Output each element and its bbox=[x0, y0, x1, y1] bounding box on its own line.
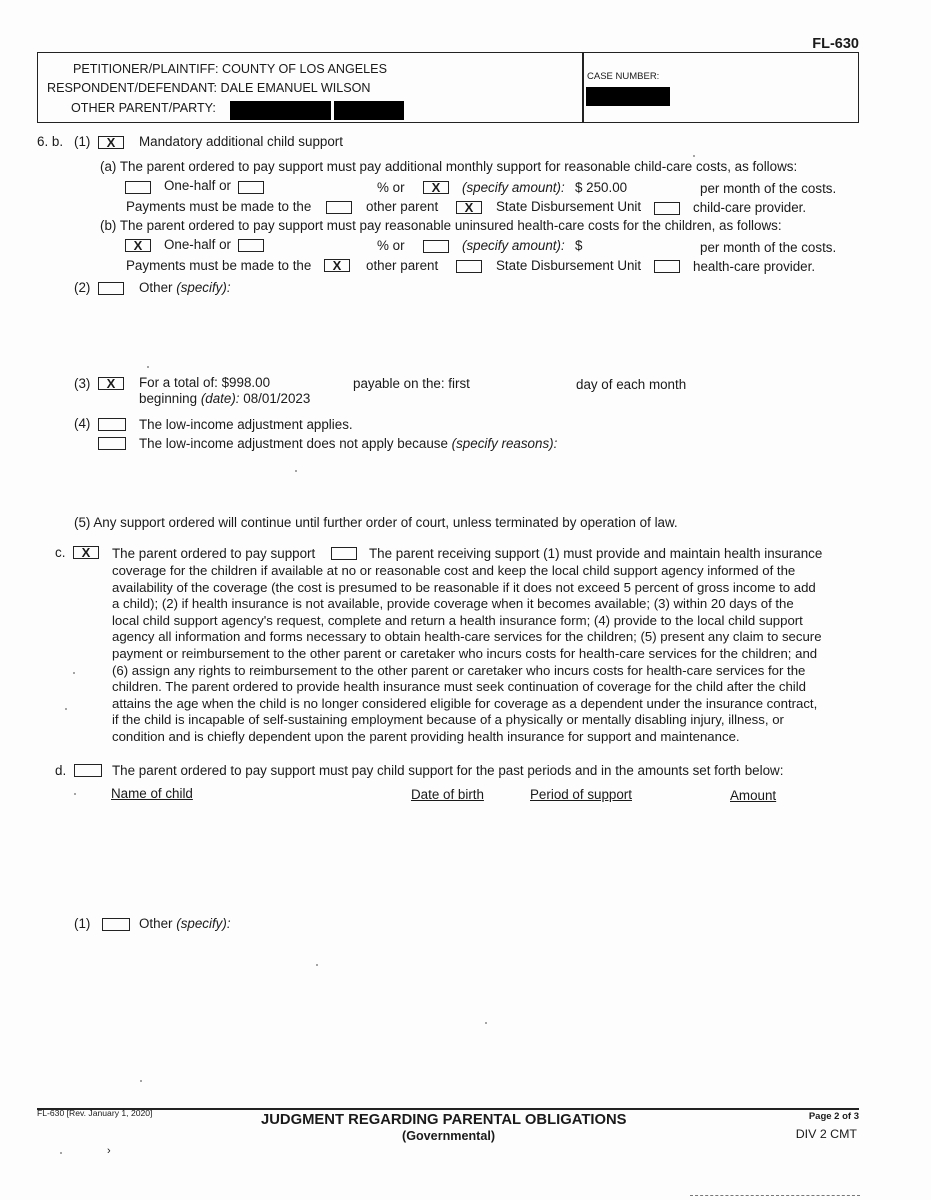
scan-edge-line bbox=[690, 1195, 860, 1196]
scan-speck bbox=[74, 793, 76, 795]
section-6d-lead: d. bbox=[55, 763, 67, 778]
past-periods-checkbox[interactable] bbox=[74, 764, 102, 777]
low-income-not-applies-label bbox=[139, 436, 557, 452]
column-name-of-child: Name of child bbox=[111, 786, 193, 801]
child-care-one-half-checkbox[interactable] bbox=[125, 181, 151, 194]
child-care-one-half-label: One-half or bbox=[164, 178, 231, 193]
low-income-applies-label: The low-income adjustment applies. bbox=[139, 417, 353, 432]
paragraph-line: a child); (2) if health insurance is not available, provide coverage when it becomes available; (3) within 20 days of the bbox=[112, 596, 794, 612]
footer-title: JUDGMENT REGARDING PARENTAL OBLIGATIONS bbox=[261, 1112, 627, 1128]
item-1-number: (1) bbox=[74, 134, 91, 149]
other-parent-line: OTHER PARENT/PARTY: bbox=[71, 101, 216, 115]
low-income-not-applies-checkbox[interactable] bbox=[98, 437, 126, 450]
form-revision: FL-630 [Rev. January 1, 2020] bbox=[37, 1108, 153, 1118]
scan-speck bbox=[60, 1152, 62, 1154]
day-of-month: day of each month bbox=[576, 377, 687, 392]
health-care-other-parent-label: other parent bbox=[366, 258, 439, 273]
scan-speck bbox=[485, 1022, 487, 1024]
respondent-line: RESPONDENT/DEFENDANT: DALE EMANUEL WILSON bbox=[47, 81, 371, 95]
scan-speck bbox=[295, 470, 297, 472]
scan-speck bbox=[65, 708, 67, 710]
health-care-percent-label: % or bbox=[377, 238, 405, 253]
low-income-applies-checkbox[interactable] bbox=[98, 418, 126, 431]
child-care-other-parent-checkbox[interactable] bbox=[326, 201, 352, 214]
other-item-2-checkbox[interactable] bbox=[98, 282, 124, 295]
health-care-one-half-checkbox[interactable]: X bbox=[125, 239, 151, 252]
column-amount: Amount bbox=[730, 788, 777, 803]
child-care-sdu-checkbox[interactable]: X bbox=[456, 201, 482, 214]
not-applies-text: The low-income adjustment does not apply because bbox=[139, 436, 448, 451]
specify-word: (specify): bbox=[176, 916, 231, 931]
parent-receives-label: The parent receiving support (1) must provide and maintain health insurance bbox=[369, 546, 823, 561]
child-care-specify-checkbox[interactable]: X bbox=[423, 181, 449, 194]
child-care-percent-label: % or bbox=[377, 180, 405, 195]
child-care-provider-checkbox[interactable] bbox=[654, 202, 680, 215]
item-d1-number: (1) bbox=[74, 916, 91, 931]
scan-speck bbox=[693, 155, 695, 157]
paragraph-line: coverage for the children if available at no or reasonable cost and keep the local child support agency informed of the bbox=[112, 563, 796, 578]
paragraph-line: payment or reimbursement to the other parent or caretaker who incurs costs for health-care services for the children; and bbox=[112, 645, 818, 661]
section-6c-lead: c. bbox=[55, 545, 66, 560]
redaction-block bbox=[334, 101, 404, 120]
paragraph-line: attains the age when the child is no longer considered eligible for coverage as a dependent under the insurance contract, bbox=[112, 695, 818, 711]
child-care-provider-label: child-care provider. bbox=[693, 200, 807, 215]
scan-speck bbox=[147, 366, 149, 368]
item-4-number: (4) bbox=[74, 416, 91, 431]
footer-subtitle: (Governmental) bbox=[402, 1129, 496, 1143]
health-care-sdu-label: State Disbursement Unit bbox=[496, 258, 642, 273]
health-care-percent-checkbox[interactable] bbox=[238, 239, 264, 252]
beginning-date-line bbox=[139, 391, 310, 407]
health-care-one-half-label: One-half or bbox=[164, 237, 231, 252]
other-item-2-label bbox=[139, 280, 231, 296]
scan-speck bbox=[316, 964, 318, 966]
column-date-of-birth: Date of birth bbox=[411, 787, 484, 802]
child-care-sdu-label: State Disbursement Unit bbox=[496, 199, 642, 214]
child-care-other-parent-label: other parent bbox=[366, 199, 439, 214]
child-care-text: (a) The parent ordered to pay support must pay additional monthly support for reasonable child-care costs, as follows: bbox=[100, 159, 798, 174]
caption-divider bbox=[582, 52, 584, 123]
case-number-redaction bbox=[586, 87, 670, 106]
health-care-provider-checkbox[interactable] bbox=[654, 260, 680, 273]
total-checkbox[interactable]: X bbox=[98, 377, 124, 390]
paragraph-line: children. The parent ordered to provide health insurance must seek continuation of coverage for the child after the child bbox=[112, 679, 806, 695]
child-care-specify-label: (specify amount): bbox=[462, 180, 565, 195]
other-d1-label bbox=[139, 916, 231, 932]
section-6b-lead: 6. b. bbox=[37, 134, 64, 149]
payable-on: payable on the: first bbox=[353, 376, 470, 391]
petitioner-line: PETITIONER/PLAINTIFF: COUNTY OF LOS ANGELES bbox=[73, 62, 387, 76]
column-period-of-support: Period of support bbox=[530, 787, 632, 802]
date-label: (date): bbox=[200, 391, 240, 406]
paragraph-line: (6) assign any rights to reimbursement to the other parent or caretaker who incurs costs for health-care services for the bbox=[112, 662, 806, 678]
health-insurance-paragraph bbox=[112, 563, 852, 746]
health-care-sdu-checkbox[interactable] bbox=[456, 260, 482, 273]
scan-speck bbox=[140, 1080, 142, 1082]
past-periods-text: The parent ordered to pay support must pay child support for the past periods and in the amounts set forth below: bbox=[112, 763, 784, 778]
item-5-text: (5) Any support ordered will continue until further order of court, unless terminated by operation of law. bbox=[74, 515, 678, 530]
item-3-number: (3) bbox=[74, 376, 91, 391]
health-care-amount: $ bbox=[575, 238, 583, 253]
other-d1-checkbox[interactable] bbox=[102, 918, 130, 931]
parent-pays-label: The parent ordered to pay support bbox=[112, 546, 316, 561]
mandatory-support-checkbox[interactable]: X bbox=[98, 136, 124, 149]
health-care-provider-label: health-care provider. bbox=[693, 259, 816, 274]
paragraph-line: condition and is chiefly dependent upon the parent providing health insurance for support and maintenance. bbox=[112, 728, 740, 744]
other-word: Other bbox=[139, 916, 173, 931]
other-word: Other bbox=[139, 280, 173, 295]
health-care-specify-checkbox[interactable] bbox=[423, 240, 449, 253]
parent-pays-checkbox[interactable]: X bbox=[73, 546, 99, 559]
paragraph-line: local child support agency's request, complete and return a health insurance form; (4) provide to the local child support bbox=[112, 612, 803, 628]
beginning-date: 08/01/2023 bbox=[243, 391, 311, 406]
scan-speck bbox=[73, 672, 75, 674]
parent-receives-checkbox[interactable] bbox=[331, 547, 357, 560]
paragraph-line: if the child is incapable of self-sustaining employment because of a physically or mentally disabling injury, illness, or bbox=[112, 712, 784, 728]
child-care-amount: $ 250.00 bbox=[575, 180, 628, 195]
health-care-text: (b) The parent ordered to pay support must pay reasonable uninsured health-care costs for the children, as follows: bbox=[100, 218, 782, 233]
beginning-word: beginning bbox=[139, 391, 198, 406]
page-number: Page 2 of 3 bbox=[808, 1111, 859, 1122]
item-2-number: (2) bbox=[74, 280, 91, 295]
paragraph-line: availability of the coverage (the cost is presumed to be reasonable if it does not exceed 5 percent of gross income to add bbox=[112, 579, 816, 595]
specify-word: (specify): bbox=[176, 280, 231, 295]
health-care-other-parent-checkbox[interactable]: X bbox=[324, 259, 350, 272]
case-number-label: CASE NUMBER: bbox=[587, 71, 660, 82]
paragraph-line: agency all information and forms necessary to obtain health-care services for the children; (5) present any claim to secure bbox=[112, 629, 822, 645]
health-care-specify-label: (specify amount): bbox=[462, 238, 565, 253]
redaction-block bbox=[230, 101, 331, 120]
child-care-per-month: per month of the costs. bbox=[700, 181, 837, 196]
child-care-percent-checkbox[interactable] bbox=[238, 181, 264, 194]
form-id: FL-630 bbox=[812, 36, 859, 52]
scan-mark: › bbox=[107, 1145, 111, 1157]
total-amount: For a total of: $998.00 bbox=[139, 375, 271, 390]
specify-reasons: (specify reasons): bbox=[451, 436, 558, 451]
child-care-payments-to: Payments must be made to the bbox=[126, 199, 312, 214]
division-code: DIV 2 CMT bbox=[795, 1127, 857, 1141]
health-care-payments-to: Payments must be made to the bbox=[126, 258, 312, 273]
mandatory-support-label: Mandatory additional child support bbox=[139, 134, 343, 149]
health-care-per-month: per month of the costs. bbox=[700, 240, 837, 255]
footer-rule bbox=[37, 1108, 859, 1110]
